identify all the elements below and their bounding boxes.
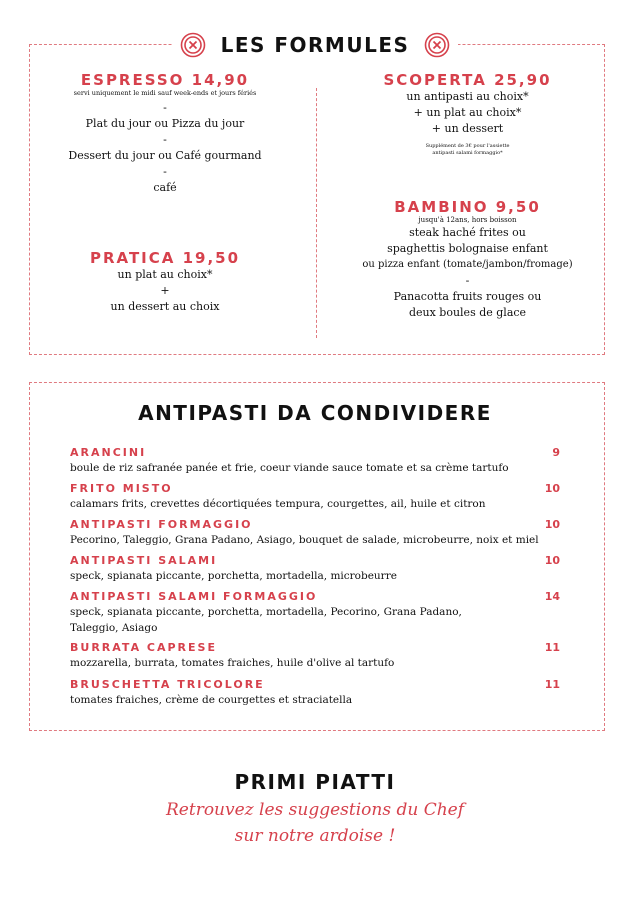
formule-line: + un dessert — [431, 122, 504, 135]
formule-name: SCOPERTA 25,90 — [383, 71, 552, 89]
menu-item — [70, 677, 560, 708]
formule-line: café — [153, 181, 177, 194]
item-price: 10 — [544, 482, 560, 495]
formule-bambino — [340, 199, 595, 321]
formules-header — [0, 29, 630, 59]
item-name: ANTIPASTI SALAMI — [70, 554, 218, 567]
item-name: ANTIPASTI FORMAGGIO — [70, 518, 253, 531]
formule-line: deux boules de glace — [408, 306, 527, 319]
menu-item — [70, 553, 560, 584]
formule-espresso — [40, 72, 290, 196]
item-name: BURRATA CAPRESE — [70, 641, 217, 654]
formule-line: Dessert du jour ou Café gourmand — [68, 149, 262, 162]
formule-name: ESPRESSO 14,90 — [80, 71, 250, 89]
item-name: FRITO MISTO — [70, 482, 173, 495]
formule-line: ou pizza enfant (tomate/jambon/fromage) — [362, 259, 573, 270]
item-desc: tomates fraiches, crème de courgettes et straciatella — [70, 694, 353, 706]
formule-line: - — [163, 101, 167, 114]
chef-note-line: Retrouvez les suggestions du Chef — [166, 800, 464, 820]
item-name: BRUSCHETTA TRICOLORE — [70, 678, 265, 691]
formule-name: BAMBINO 9,50 — [394, 198, 541, 216]
item-desc: boule de riz safranée panée et frie, coeur viande sauce tomate et sa crème tartufo — [70, 462, 509, 474]
formule-line: un antipasti au choix* — [406, 90, 529, 103]
item-price: 11 — [544, 678, 560, 691]
crossed-circle-icon — [180, 32, 206, 58]
formules-title: LES FORMULES — [220, 32, 410, 57]
item-desc: speck, spianata piccante, porchetta, mortadella, microbeurre — [70, 570, 397, 582]
menu-item — [70, 445, 560, 476]
formule-note: antipasti salami formaggio* — [432, 150, 503, 156]
formule-line: spaghettis bolognaise enfant — [387, 242, 548, 255]
menu-item — [70, 589, 560, 636]
item-name: ARANCINI — [70, 446, 147, 459]
primi-title: PRIMI PIATTI — [234, 770, 396, 794]
formule-line: - — [465, 274, 470, 287]
item-desc: Pecorino, Taleggio, Grana Padano, Asiago, bouquet de salade, microbeurre, noix et miel — [70, 534, 539, 546]
item-desc: speck, spianata piccante, porchetta, mortadella, Pecorino, Grana Padano, Taleggio, Asiago — [70, 606, 462, 634]
column-divider — [316, 88, 317, 338]
item-price: 11 — [544, 641, 560, 654]
item-price: 10 — [544, 554, 560, 567]
crossed-circle-icon — [424, 32, 450, 58]
item-price: 10 — [544, 518, 560, 531]
formule-line: Panacotta fruits rouges ou — [393, 290, 542, 303]
formule-note: servi uniquement le midi sauf week-ends et jours fériés — [73, 89, 257, 97]
menu-item — [70, 481, 560, 512]
formule-line: + — [160, 284, 170, 297]
formule-note: Supplément de 3€ pour l'assiette — [425, 143, 510, 149]
formule-line: steak haché frites ou — [409, 226, 526, 239]
formule-name: PRATICA 19,50 — [89, 249, 241, 267]
formule-line: - — [163, 165, 167, 178]
formule-line: Plat du jour ou Pizza du jour — [85, 117, 245, 130]
menu-item — [70, 517, 560, 548]
formule-note: jusqu'à 12ans, hors boisson — [418, 216, 517, 224]
item-price: 14 — [544, 590, 560, 603]
chef-note-line: sur notre ardoise ! — [234, 826, 396, 846]
menu-item — [70, 640, 560, 671]
formule-scoperta — [340, 72, 595, 157]
item-desc: calamars frits, crevettes décortiquées tempura, courgettes, ail, huile et citron — [70, 498, 486, 510]
item-price: 9 — [552, 446, 560, 459]
antipasti-title: ANTIPASTI DA CONDIVIDERE — [138, 401, 492, 425]
item-name: ANTIPASTI SALAMI FORMAGGIO — [70, 590, 318, 603]
formule-line: un plat au choix* — [117, 268, 213, 281]
formule-line: un dessert au choix — [110, 300, 220, 313]
item-desc: mozzarella, burrata, tomates fraiches, huile d'olive al tartufo — [70, 657, 395, 669]
formule-pratica — [40, 250, 290, 315]
formule-line: - — [163, 133, 167, 146]
formule-line: + un plat au choix* — [413, 106, 522, 119]
